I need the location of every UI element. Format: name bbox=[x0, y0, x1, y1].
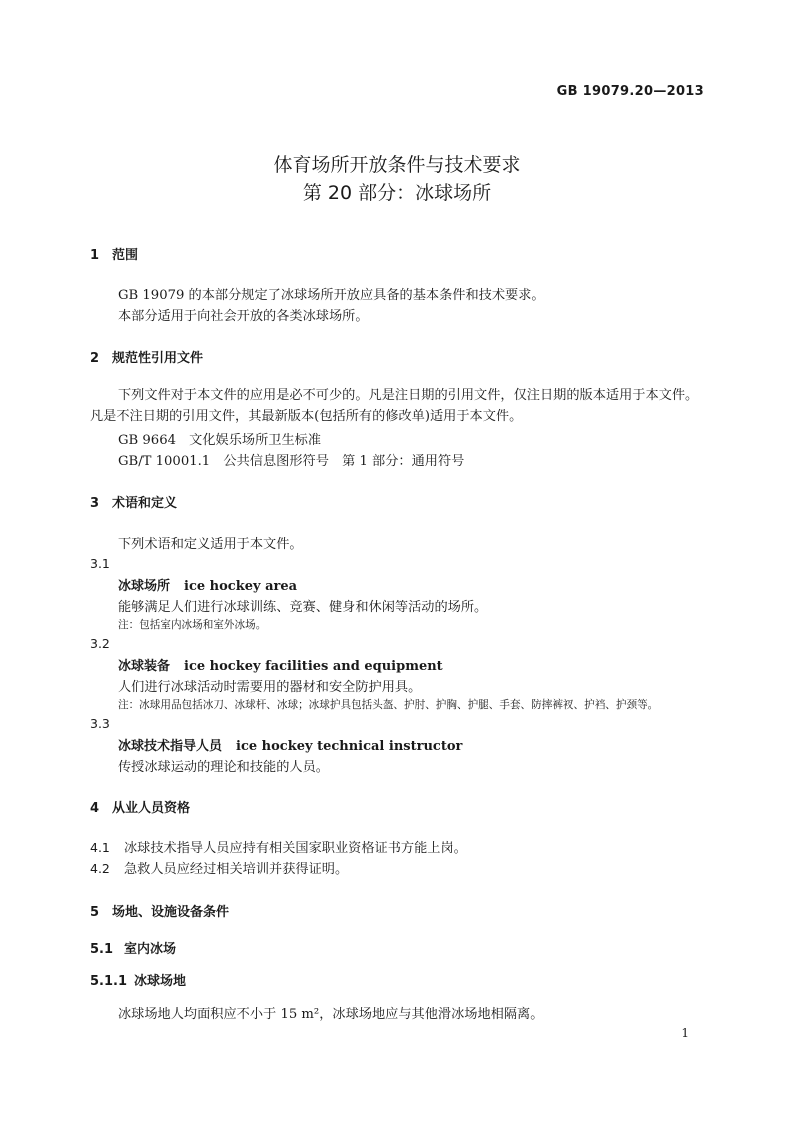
terms-intro: 下列术语和定义适用于本文件。 bbox=[118, 537, 303, 552]
term-number: 3.1 bbox=[90, 556, 110, 571]
clause-text: 急救人员应经过相关培训并获得证明。 bbox=[124, 862, 349, 877]
clause-text: 冰球技术指导人员应持有相关国家职业资格证书方能上岗。 bbox=[124, 841, 467, 856]
term-heading bbox=[118, 735, 462, 754]
section-title: 术语和定义 bbox=[112, 496, 178, 511]
term-english: ice hockey area bbox=[184, 579, 298, 594]
clause-item bbox=[90, 858, 348, 877]
term-definition: 能够满足人们进行冰球训练、竞赛、健身和休闲等活动的场所。 bbox=[118, 600, 488, 615]
term-heading bbox=[118, 575, 297, 594]
section-4-heading bbox=[90, 797, 190, 816]
scope-paragraph-2: 本部分适用于向社会开放的各类冰球场所。 bbox=[118, 309, 369, 324]
term-definition: 人们进行冰球活动时需要用的器材和安全防护用具。 bbox=[118, 680, 422, 695]
document-title: 体育场所开放条件与技术要求 bbox=[273, 154, 521, 176]
section-3-heading bbox=[90, 492, 177, 511]
clause-item bbox=[90, 837, 467, 856]
term-note: 注：包括室内冰场和室外冰场。 bbox=[118, 619, 267, 631]
document-subtitle: 第 20 部分：冰球场所 bbox=[302, 182, 492, 204]
section-title: 规范性引用文件 bbox=[112, 351, 204, 366]
subsection-title: 室内冰场 bbox=[124, 942, 177, 957]
term-english: ice hockey facilities and equipment bbox=[184, 659, 443, 674]
section-5-heading bbox=[90, 901, 229, 920]
section-2-heading bbox=[90, 347, 203, 366]
term-chinese: 冰球场所 bbox=[118, 579, 171, 594]
reference-item: GB 9664 文化娱乐场所卫生标准 bbox=[118, 433, 322, 448]
reference-item: GB/T 10001.1 公共信息图形符号 第 1 部分：通用符号 bbox=[118, 454, 465, 469]
subsection-title: 冰球场地 bbox=[134, 974, 187, 989]
section-number: 1 bbox=[90, 248, 100, 263]
term-chinese: 冰球装备 bbox=[118, 659, 171, 674]
page-number: 1 bbox=[681, 1026, 689, 1040]
term-heading bbox=[118, 655, 443, 674]
term-definition: 传授冰球运动的理论和技能的人员。 bbox=[118, 760, 329, 775]
section-title: 从业人员资格 bbox=[112, 801, 191, 816]
subsection-5-1-heading bbox=[90, 938, 176, 957]
standard-number: GB 19079.20—2013 bbox=[556, 84, 704, 99]
section-number: 4 bbox=[90, 801, 100, 816]
section-number: 3 bbox=[90, 496, 100, 511]
section-title: 范围 bbox=[112, 248, 139, 263]
term-note: 注：冰球用品包括冰刀、冰球杆、冰球；冰球护具包括头盔、护肘、护胸、护腿、手套、防摔裤衩、护裆、护颈等。 bbox=[118, 699, 659, 711]
scope-paragraph-1: GB 19079 的本部分规定了冰球场所开放应具备的基本条件和技术要求。 bbox=[118, 288, 545, 303]
section-number: 2 bbox=[90, 351, 100, 366]
section-1-heading bbox=[90, 244, 138, 263]
clause-number: 4.1 bbox=[90, 840, 110, 855]
term-chinese: 冰球技术指导人员 bbox=[118, 739, 223, 754]
term-number: 3.2 bbox=[90, 636, 110, 651]
section-number: 5 bbox=[90, 905, 100, 920]
term-english: ice hockey technical instructor bbox=[236, 739, 463, 754]
subsection-5-1-1-heading bbox=[90, 970, 186, 989]
clause-number: 4.2 bbox=[90, 861, 110, 876]
term-number: 3.3 bbox=[90, 716, 110, 731]
subsection-number: 5.1.1 bbox=[90, 974, 128, 989]
references-intro: 下列文件对于本文件的应用是必不可少的。凡是注日期的引用文件，仅注日期的版本适用于本文件。凡是不注日期的引用文件，其最新版本(包括所有的修改单)适用于本文件。 bbox=[90, 388, 699, 424]
subsection-number: 5.1 bbox=[90, 942, 114, 957]
section-title: 场地、设施设备条件 bbox=[112, 905, 230, 920]
rink-area-paragraph: 冰球场地人均面积应不小于 15 m²，冰球场地应与其他滑冰场地相隔离。 bbox=[118, 1007, 544, 1022]
